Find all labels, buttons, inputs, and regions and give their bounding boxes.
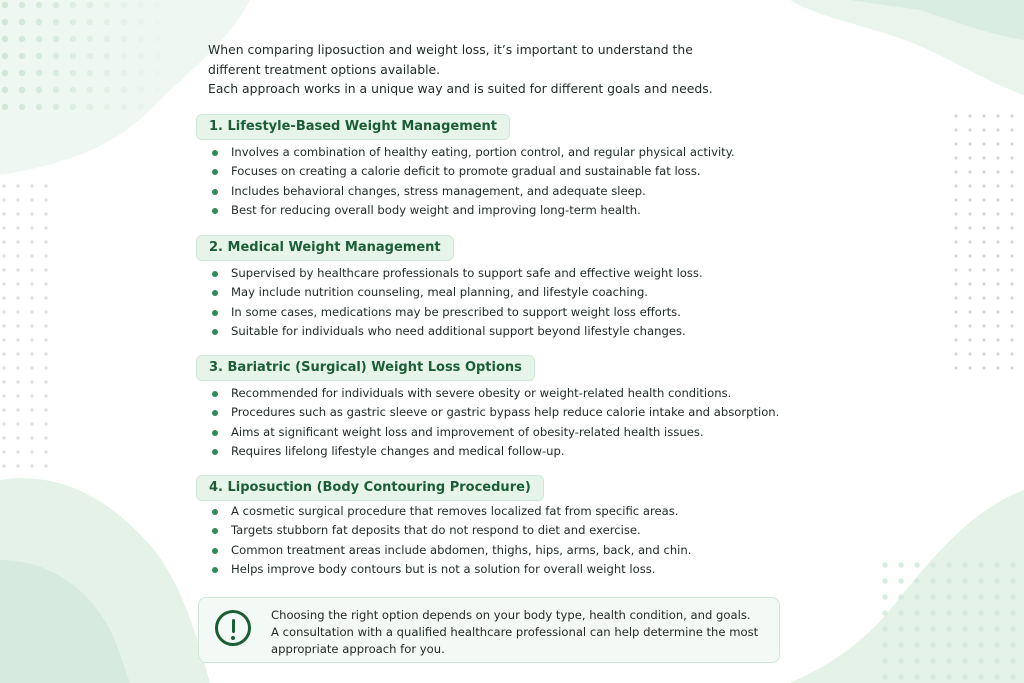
list-item: A cosmetic surgical procedure that removes localized fat from specific areas. xyxy=(210,502,691,521)
callout-line: appropriate approach for you. xyxy=(271,641,445,656)
section-list-bariatric xyxy=(210,384,779,461)
section-title-medical: 2. Medical Weight Management xyxy=(196,235,454,261)
list-item: Focuses on creating a calorie deficit to promote gradual and sustainable fat loss. xyxy=(210,162,735,181)
list-item: Best for reducing overall body weight and improving long-term health. xyxy=(210,201,735,220)
callout-line: Choosing the right option depends on your body type, health condition, and goals. xyxy=(271,608,751,622)
intro-line: When comparing liposuction and weight loss, it’s important to understand the xyxy=(208,42,693,57)
list-item: Procedures such as gastric sleeve or gastric bypass help reduce calorie intake and absorption. xyxy=(210,403,779,422)
list-item: Aims at significant weight loss and improvement of obesity-related health issues. xyxy=(210,423,779,442)
list-item: Recommended for individuals with severe obesity or weight-related health conditions. xyxy=(210,384,779,403)
intro-line: Each approach works in a unique way and is suited for different goals and needs. xyxy=(208,81,713,96)
section-list-lifestyle xyxy=(210,143,735,220)
list-item: Requires lifelong lifestyle changes and medical follow-up. xyxy=(210,442,779,461)
consultation-callout xyxy=(198,597,780,663)
exclamation-circle-icon xyxy=(215,610,251,646)
section-list-medical xyxy=(210,264,703,341)
list-item: Common treatment areas include abdomen, thighs, hips, arms, back, and chin. xyxy=(210,541,691,560)
list-item: Suitable for individuals who need additional support beyond lifestyle changes. xyxy=(210,322,703,341)
callout-line: A consultation with a qualified healthcare professional can help determine the most xyxy=(271,624,759,639)
section-title-lifestyle: 1. Lifestyle-Based Weight Management xyxy=(196,114,510,140)
list-item: Involves a combination of healthy eating, portion control, and regular physical activity. xyxy=(210,143,735,162)
intro-line: different treatment options available. xyxy=(208,61,441,77)
section-title-liposuction: 4. Liposuction (Body Contouring Procedure) xyxy=(196,475,544,501)
list-item: In some cases, medications may be prescribed to support weight loss efforts. xyxy=(210,303,703,322)
list-item: Includes behavioral changes, stress management, and adequate sleep. xyxy=(210,182,735,201)
list-item: Helps improve body contours but is not a solution for overall weight loss. xyxy=(210,560,691,579)
section-list-liposuction xyxy=(210,502,691,579)
callout-text xyxy=(271,607,771,657)
section-title-bariatric: 3. Bariatric (Surgical) Weight Loss Options xyxy=(196,355,535,381)
list-item: Supervised by healthcare professionals to support safe and effective weight loss. xyxy=(210,264,703,283)
intro-paragraph xyxy=(208,40,768,99)
list-item: May include nutrition counseling, meal planning, and lifestyle coaching. xyxy=(210,283,703,302)
list-item: Targets stubborn fat deposits that do not respond to diet and exercise. xyxy=(210,521,691,540)
